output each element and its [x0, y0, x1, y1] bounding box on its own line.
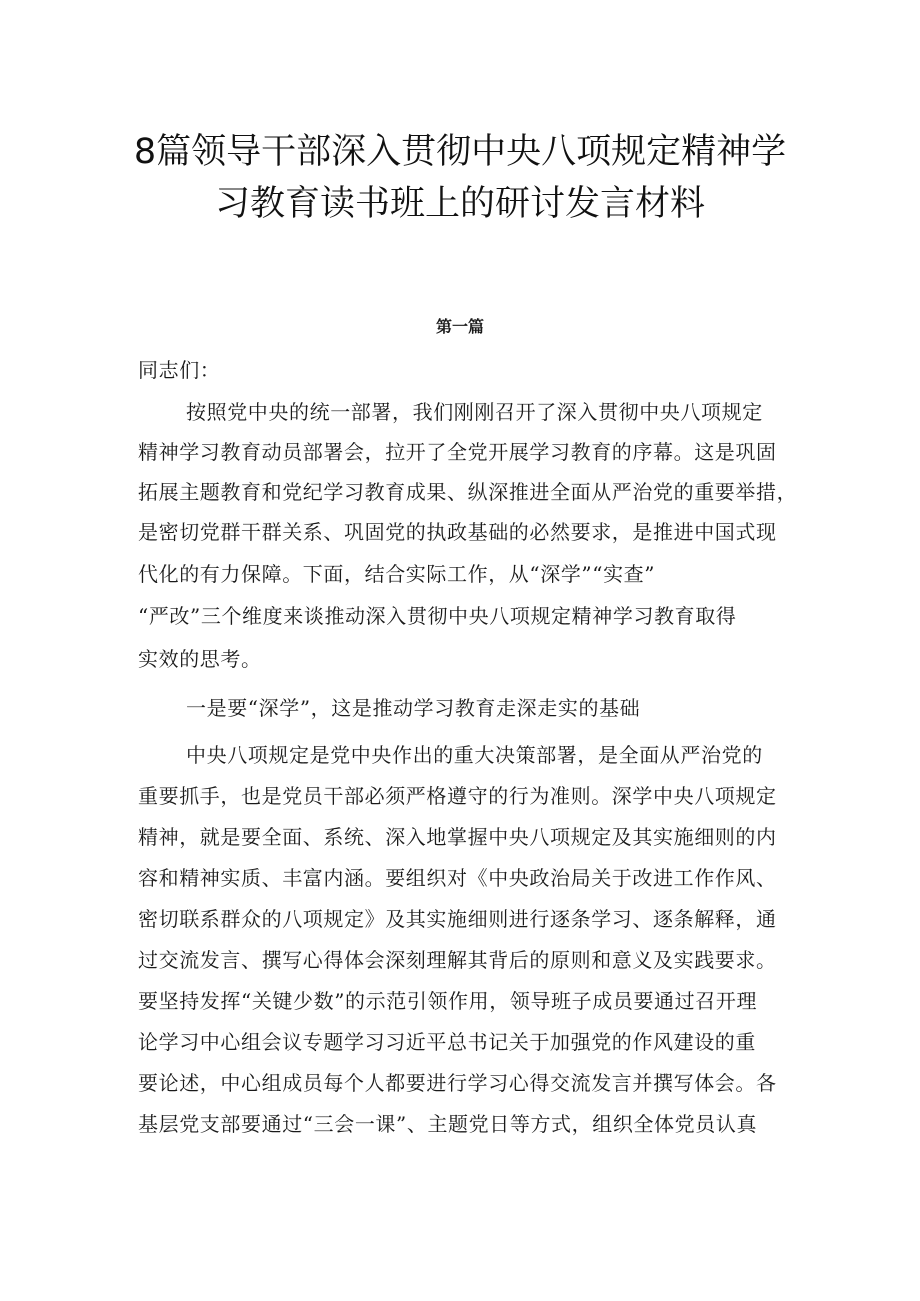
body-line: 精神学习教育动员部署会，拉开了全党开展学习教育的序幕。这是巩固 [138, 440, 777, 464]
body-line: 论学习中心组会议专题学习习近平总书记关于加强党的作风建设的重 [138, 1030, 756, 1054]
body-line: 是密切党群干群关系、巩固党的执政基础的必然要求，是推进中国式现 [138, 520, 777, 544]
body-line: 实效的思考。 [138, 647, 262, 671]
subheading-line: 一是要“深学”，这是推动学习教育走深走实的基础 [186, 696, 641, 720]
body-line: 代化的有力保障。下面，结合实际工作，从“深学”“实查” [138, 562, 656, 586]
body-line: 密切联系群众的八项规定》及其实施细则进行逐条学习、逐条解释，通 [138, 907, 777, 931]
body-line: 中央八项规定是党中央作出的重大决策部署，是全面从严治党的 [186, 743, 763, 767]
body-line: 拓展主题教育和党纪学习教育成果、纵深推进全面从严治党的重要举措， [138, 480, 798, 504]
body-line: 要论述，中心组成员每个人都要进行学习心得交流发言并撰写体会。各 [138, 1071, 777, 1095]
body-line: 过交流发言、撰写心得体会深刻理解其背后的原则和意义及实践要求。 [138, 948, 777, 972]
body-line: 按照党中央的统一部署，我们刚刚召开了深入贯彻中央八项规定 [186, 400, 763, 424]
body-line: 精神，就是要全面、系统、深入地掌握中央八项规定及其实施细则的内 [138, 825, 777, 849]
section-heading: 第一篇 [435, 317, 484, 336]
document-title-line-1: 8篇领导干部深入贯彻中央八项规定精神学 [133, 132, 787, 172]
body-line: “严改”三个维度来谈推动深入贯彻中央八项规定精神学习教育取得 [138, 604, 737, 628]
body-line: 要坚持发挥“关键少数”的示范引领作用，领导班子成员要通过召开理 [138, 989, 758, 1013]
body-line: 基层党支部要通过“三会一课”、主题党日等方式，组织全体党员认真 [138, 1112, 758, 1136]
body-line: 重要抓手，也是党员干部必须严格遵守的行为准则。深学中央八项规定 [138, 784, 777, 808]
salutation: 同志们： [138, 358, 221, 382]
document-title-line-2: 习教育读书班上的研讨发言材料 [214, 184, 705, 224]
body-line: 容和精神实质、丰富内涵。要组织对《中央政治局关于改进工作作风、 [138, 866, 777, 890]
